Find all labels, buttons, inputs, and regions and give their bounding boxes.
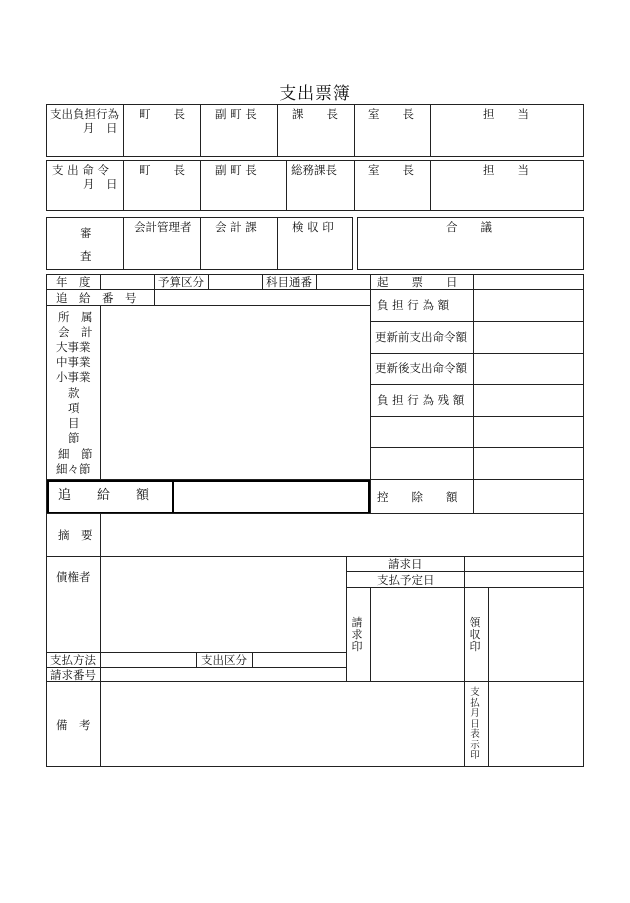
classification-3: 大事業 <box>56 340 91 354</box>
nendo-label: 年 度 <box>56 275 91 289</box>
kojo-gaku-label: 控 除 額 <box>377 490 458 504</box>
audit-col-3: 検 収 印 <box>292 220 334 234</box>
classification-7: 項 <box>68 401 80 415</box>
tsuikyu-gaku-label: 追 給 額 <box>58 488 150 503</box>
tsuikyu-bango-label: 追 給 番 号 <box>56 291 137 305</box>
shiharai-kubun-label: 支出区分 <box>201 653 247 667</box>
approval-2-label: 支 出 命 令 <box>52 163 109 177</box>
seikyubi-label: 請求日 <box>388 557 423 571</box>
approval-1-col-5: 担 当 <box>483 107 529 121</box>
shiharai-hoho-label: 支払方法 <box>50 653 96 667</box>
approval-2-col-1: 町 長 <box>139 163 185 177</box>
classification-6: 款 <box>68 386 80 400</box>
classification-9: 節 <box>68 431 80 445</box>
approval-1-col-3: 課 長 <box>292 107 338 121</box>
gougi-label: 合 議 <box>446 220 492 234</box>
kihyobi-label: 起 票 日 <box>377 275 458 289</box>
koushin-mae-label: 更新前支出命令額 <box>375 330 467 344</box>
seikyu-in-label: 請求印 <box>351 616 363 653</box>
classification-10: 細 節 <box>58 447 93 461</box>
classification-8: 目 <box>68 416 80 430</box>
tsuikyu-gaku-field[interactable] <box>175 482 367 512</box>
futan-koui-gaku-label: 負 担 行 為 額 <box>377 298 450 312</box>
classification-2: 会 計 <box>58 325 93 339</box>
approval-1-label: 支出負担行為 <box>50 107 119 121</box>
kamoku-tsuban-label: 科目通番 <box>266 275 312 289</box>
classification-11: 細々節 <box>56 462 91 476</box>
audit-col-2: 会 計 課 <box>215 220 257 234</box>
approval-2-col-2: 副 町 長 <box>215 163 257 177</box>
audit-col-1: 会計管理者 <box>134 220 192 234</box>
classification-4: 中事業 <box>56 355 91 369</box>
tekiyo-label: 摘 要 <box>58 528 93 542</box>
biko-field[interactable] <box>102 683 462 765</box>
saikensha-field[interactable] <box>102 558 344 650</box>
approval-1-date-label: 月 日 <box>83 121 118 135</box>
saikensha-label: 債権者 <box>56 570 91 584</box>
info-grid <box>46 274 584 514</box>
approval-2-col-5: 担 当 <box>483 163 529 177</box>
yosan-kubun-label: 予算区分 <box>158 275 204 289</box>
classification-5: 小事業 <box>56 370 91 384</box>
shiharai-yoteibi-label: 支払予定日 <box>377 573 435 587</box>
shiharai-hizuke-hyoji-in-label: 支払月日表示印 <box>470 687 480 761</box>
approval-2-col-4: 室 長 <box>368 163 414 177</box>
approval-2-col-3: 総務課長 <box>291 163 337 177</box>
classification-1: 所 属 <box>58 310 93 324</box>
document-title: 支出票簿 <box>279 84 351 104</box>
futan-koui-zangaku-label: 負 担 行 為 残 額 <box>377 393 465 407</box>
tekiyo-field[interactable] <box>102 515 582 555</box>
approval-1-col-2: 副 町 長 <box>215 107 257 121</box>
approval-1-col-1: 町 長 <box>139 107 185 121</box>
biko-label: 備 考 <box>56 718 91 732</box>
approval-1-col-4: 室 長 <box>368 107 414 121</box>
audit-label-1: 審 <box>80 226 92 240</box>
koushin-go-label: 更新後支出命令額 <box>375 361 467 375</box>
seikyu-bango-label: 請求番号 <box>50 668 96 682</box>
ryoshu-in-label: 領収印 <box>469 616 481 653</box>
approval-2-date-label: 月 日 <box>83 177 118 191</box>
audit-label-2: 査 <box>80 249 92 263</box>
